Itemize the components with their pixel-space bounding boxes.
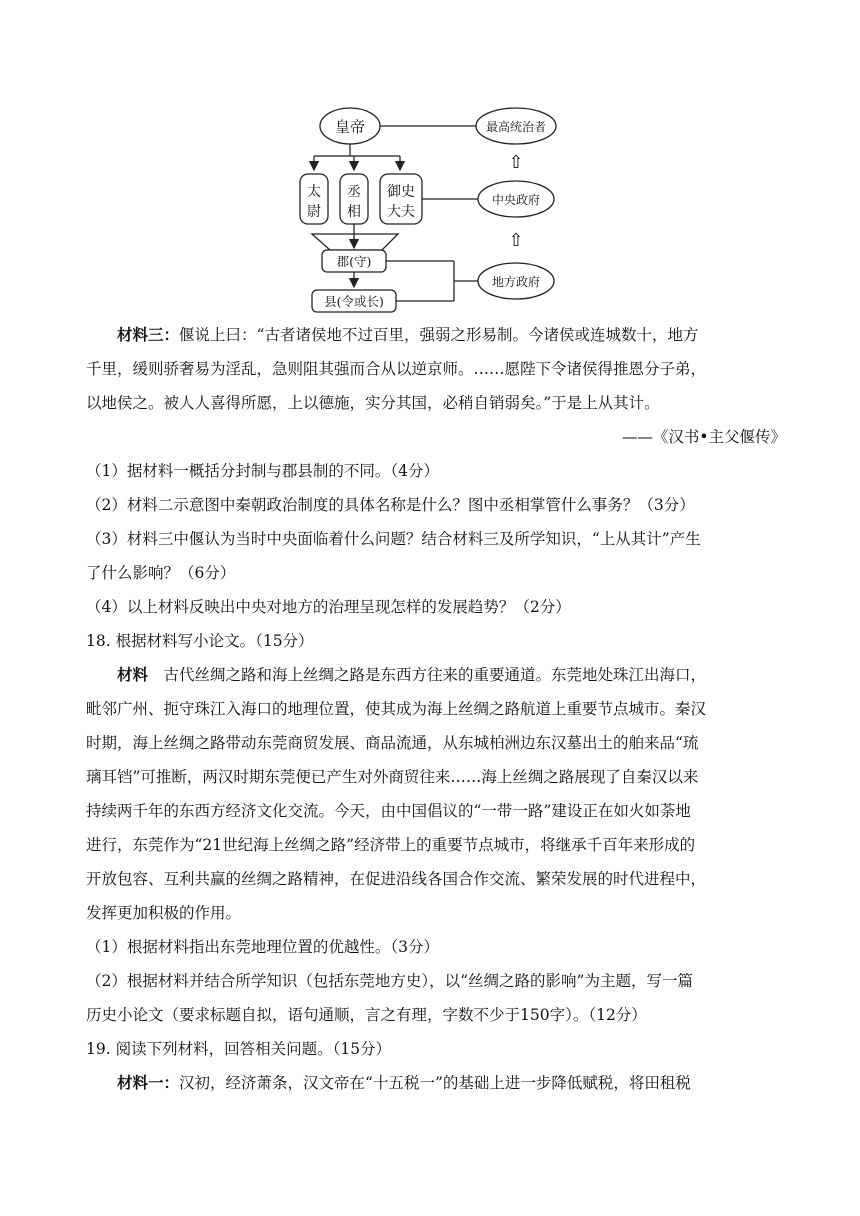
q18-material-line-2: 毗邻广州、扼守珠江入海口的地理位置，使其成为海上丝绸之路航道上重要节点城市。秦汉 — [86, 700, 707, 718]
jun-label: 郡(守) — [336, 254, 372, 269]
xian-label: 县(令或长) — [324, 294, 384, 309]
chengxiang-label-2: 相 — [347, 204, 361, 220]
q18-material-line-8: 发挥更加积极的作用。 — [86, 904, 242, 922]
up-arrow-icon: ⇧ — [508, 152, 524, 173]
taiwei-label-2: 尉 — [307, 204, 321, 220]
q18-question-1: （1）根据材料指出东莞地理位置的优越性。（3分） — [86, 938, 439, 956]
material3-label: 材料三： — [117, 325, 180, 344]
q17-question-3: （3）材料三中偃认为当时中央面临着什么问题？结合材料三及所学知识，“上从其计”产生 — [86, 530, 701, 548]
q18-material-label: 材料 — [117, 665, 149, 684]
yushidafu-label-1: 御史 — [387, 184, 415, 200]
q19-material-line-1: 材料一：汉初，经济萧条，汉文帝在“十五税一”的基础上进一步降低赋税，将田租税 — [117, 1073, 691, 1092]
yushidafu-label-2: 大夫 — [387, 204, 415, 220]
q19-material-label: 材料一： — [117, 1073, 180, 1092]
up-arrow-icon: ⇧ — [508, 230, 524, 251]
q18-material-line-3: 时期，海上丝绸之路带动东莞商贸发展、商品流通，从东城柏洲边东汉墓出土的舶来品“琉 — [86, 734, 699, 752]
local-gov-label: 地方政府 — [491, 275, 541, 289]
central-gov-label: 中央政府 — [491, 193, 541, 207]
q18-material-line-6: 进行，东莞作为“21世纪海上丝绸之路”经济带上的重要节点城市，将继承千百年来形成的 — [86, 836, 696, 854]
q18-material-line-1: 材料 古代丝绸之路和海上丝绸之路是东西方往来的重要通道。东莞地处珠江出海口， — [117, 665, 707, 684]
q17-question-4: （4）以上材料反映出中央对地方的治理呈现怎样的发展趋势？（2分） — [86, 598, 571, 616]
q18-title: 18. 根据材料写小论文。（15分） — [86, 632, 314, 650]
q17-question-2: （2）材料二示意图中秦朝政治制度的具体名称是什么？图中丞相掌管什么事务？（3分） — [86, 496, 695, 514]
q18-material-line-4: 璃耳铛”可推断，两汉时期东莞便已产生对外商贸往来……海上丝绸之路展现了自秦汉以来 — [86, 768, 699, 786]
q18-material-line-7: 开放包容、互利共赢的丝绸之路精神，在促进沿线各国合作交流、繁荣发展的时代进程中， — [86, 870, 707, 888]
emperor-label: 皇帝 — [334, 118, 366, 136]
q17-question-3-cont: 了什么影响？（6分） — [86, 564, 236, 582]
material3-line-2: 千里，缓则骄奢易为淫乱，急则阻其强而合从以逆京师。……愿陛下令诸侯得推恩分子弟， — [86, 360, 707, 378]
taiwei-label-1: 太 — [307, 184, 321, 200]
material3-line-1: 材料三：偃说上曰：“古者诸侯地不过百里，强弱之形易制。今诸侯或连城数十，地方 — [117, 325, 699, 344]
q19-title: 19. 阅读下列材料，回答相关问题。（15分） — [86, 1040, 392, 1058]
q17-question-1: （1）据材料一概括分封制与郡县制的不同。（4分） — [86, 462, 439, 480]
q18-material-line-5: 持续两千年的东西方经济文化交流。今天，由中国倡议的“一带一路”建设正在如火如荼地 — [86, 802, 691, 820]
material3-source: ——《汉书•主父偃传》 — [621, 428, 786, 446]
qin-political-system-diagram — [290, 98, 580, 318]
q18-question-2: （2）根据材料并结合所学知识（包括东莞地方史），以“丝绸之路的影响”为主题，写一篇 — [86, 972, 693, 990]
chengxiang-label-1: 丞 — [347, 184, 361, 200]
supreme-ruler-label: 最高统治者 — [485, 120, 547, 134]
document-body — [86, 318, 786, 1100]
q18-question-2-cont: 历史小论文（要求标题自拟，语句通顺，言之有理，字数不少于150字）。（12分） — [86, 1006, 647, 1024]
material3-line-3: 以地侯之。被人人喜得所愿，上以德施，实分其国，必稍自销弱矣。”于是上从其计。 — [86, 394, 660, 412]
